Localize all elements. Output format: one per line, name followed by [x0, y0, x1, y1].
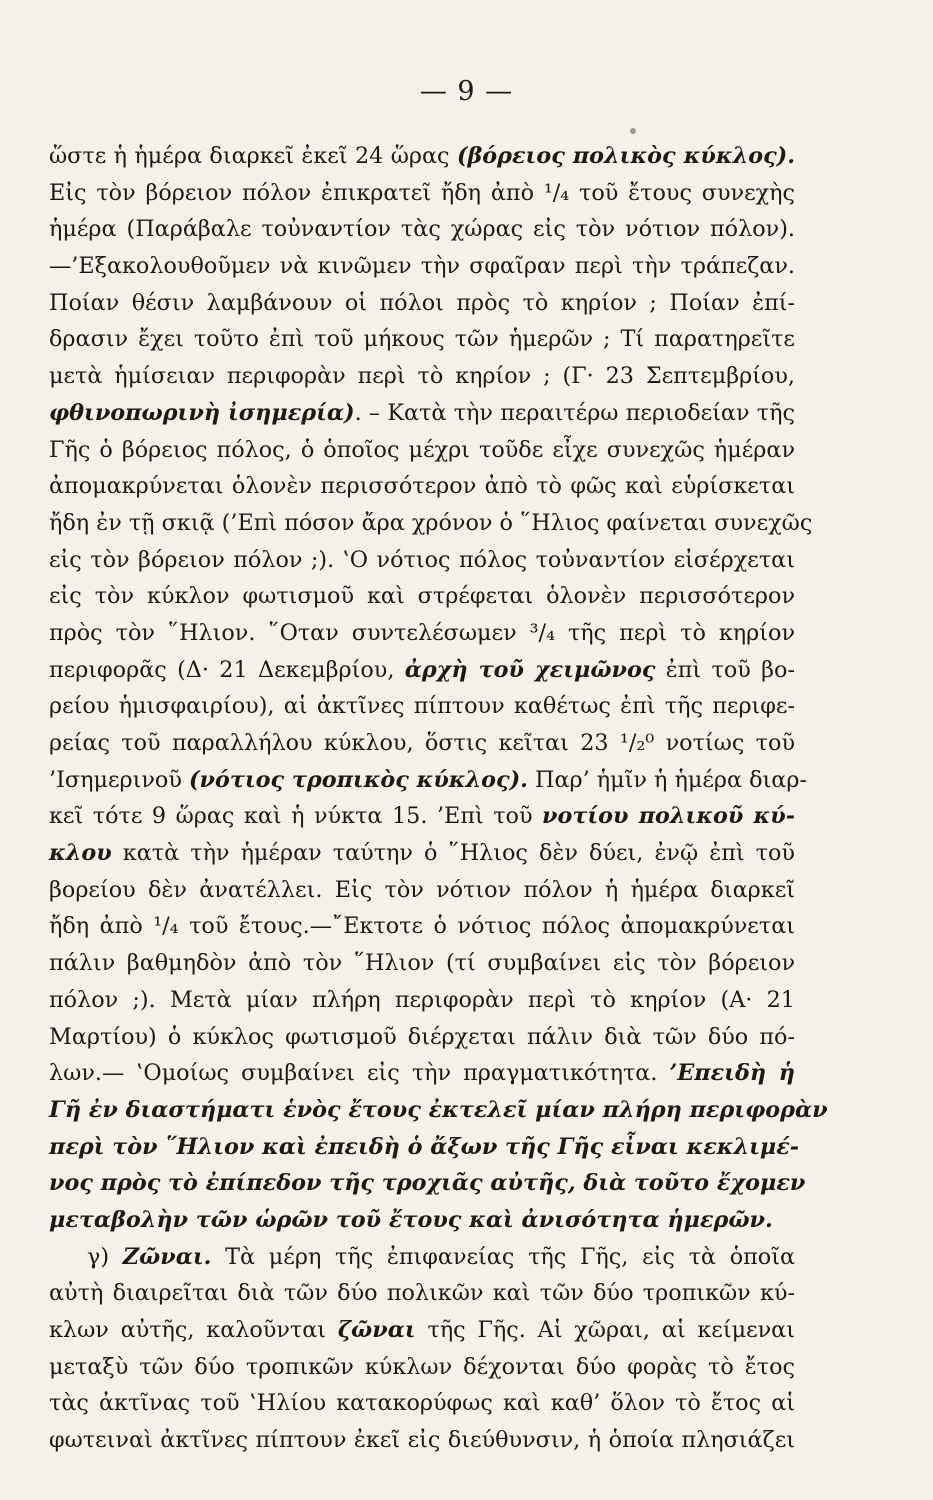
text-line — [49, 248, 795, 285]
text-segment: Εἰς τὸν βόρειον πόλον ἐπικρατεῖ ἤδη ἀπὸ ¹/₄ τοῦ ἔτους συνεχὴς — [49, 179, 795, 206]
text-segment: εἰς τὸν κύκλον φωτισμοῦ καὶ στρέφεται ὁλονὲν περισσότερον — [49, 583, 795, 610]
ink-speck — [630, 128, 636, 134]
text-segment: περιφορᾶς (Δ· 21 Δεκεμβρίου, — [49, 656, 405, 683]
emphasized-text: φθινοπωρινὴ ἰσημερία) — [49, 399, 355, 426]
text-segment: Γῆς ὁ βόρειος πόλος, ὁ ὁποῖος μέχρι τοῦδε εἶχε συνεχῶς ἡμέραν — [49, 436, 795, 463]
text-segment: κεῖ τότε 9 ὥρας καὶ ἡ νύκτα 15. ’Επὶ τοῦ — [49, 803, 543, 830]
body-text — [49, 138, 828, 1459]
text-segment: δρασιν ἔχει τοῦτο ἐπὶ τοῦ μήκους τῶν ἡμερῶν ; Τί παρατηρεῖτε — [49, 326, 795, 353]
text-line — [49, 175, 795, 212]
text-line — [49, 1055, 795, 1092]
text-line — [49, 1385, 795, 1422]
text-line — [49, 1312, 795, 1349]
text-line — [49, 578, 795, 615]
text-segment: . – Κατὰ τὴν περαιτέρω περιοδείαν τῆς — [354, 399, 795, 426]
text-segment: βορείου δὲν ἀνατέλλει. Εἰς τὸν νότιον πόλον ἡ ἡμέρα διαρκεῖ — [49, 876, 795, 903]
page-number: — 9 — — [419, 76, 514, 107]
text-segment: εἰς τὸν βόρειον πόλον ;). ‛Ο νότιος πόλος τοὐναντίον εἰσέρχεται — [49, 546, 795, 573]
text-line — [49, 652, 795, 689]
emphasized-text: νος πρὸς τὸ ἐπίπεδον τῆς τροχιᾶς αὐτῆς, διὰ τοῦτο ἔχομεν — [49, 1170, 806, 1197]
emphasized-text: (βόρειος πολικὸς κύκλος). — [456, 143, 795, 169]
text-line — [49, 138, 795, 175]
text-segment: Ποίαν θέσιν λαμβάνουν οἱ πόλοι πρὸς τὸ κηρίον ; Ποίαν ἐπί- — [49, 289, 795, 316]
emphasized-text: ἀρχὴ τοῦ χειμῶνος — [404, 656, 656, 683]
text-segment: φωτειναὶ ἀκτῖνες πίπτουν ἐκεῖ εἰς διεύθυνσιν, ἡ ὁποία πλησιάζει — [49, 1427, 795, 1454]
text-segment: γ) — [87, 1243, 123, 1270]
emphasized-text: ’Επειδὴ ἡ — [669, 1060, 795, 1087]
emphasized-text: (νότιος τροπικὸς κύκλος). — [189, 766, 528, 793]
text-segment: μετὰ ἡμίσειαν περιφορὰν περὶ τὸ κηρίον ; (Γ· 23 Σεπτεμβρίου, — [49, 363, 795, 390]
text-segment: ἡμέρα (Παράβαλε τοὐναντίον τὰς χώρας εἰς τὸν νότιον πόλον). — [49, 216, 795, 243]
text-line — [49, 1092, 828, 1129]
text-segment: πόλον ;). Μετὰ μίαν πλήρη περιφορὰν περὶ τὸ κηρίον (Α· 21 — [49, 986, 795, 1013]
text-line — [49, 542, 795, 579]
text-line — [49, 762, 807, 799]
text-line — [49, 468, 795, 505]
text-segment: ρείου ἡμισφαιρίου), αἱ ἀκτῖνες πίπτουν καθέτως ἐπὶ τῆς περιφε- — [49, 693, 795, 720]
text-line — [49, 872, 795, 909]
text-line — [49, 945, 795, 982]
text-line — [49, 1129, 800, 1166]
text-line — [49, 1239, 795, 1276]
text-line — [49, 725, 795, 762]
text-line — [49, 358, 795, 395]
text-line — [49, 1349, 795, 1386]
text-segment: κλων αὐτῆς, καλοῦνται — [49, 1317, 338, 1343]
text-segment: πρὸς τὸν ῞Ηλιον. ῞Οταν συντελέσωμεν ³/₄ τῆς περὶ τὸ κηρίον — [49, 619, 795, 646]
text-segment: Παρ’ ἡμῖν ἡ ἡμέρα διαρ- — [527, 766, 807, 793]
text-segment: ἐπὶ τοῦ βο- — [655, 656, 795, 683]
text-line — [49, 1202, 795, 1239]
text-segment: ὥστε ἡ ἡμέρα διαρκεῖ ἐκεῖ 24 ὥρας — [49, 143, 457, 169]
text-line — [49, 285, 795, 322]
text-segment: αὐτὴ διαιρεῖται διὰ τῶν δύο πολικῶν καὶ τῶν δύο τροπικῶν κύ- — [49, 1280, 795, 1307]
text-line — [49, 321, 795, 358]
text-segment: τὰς ἀκτῖνας τοῦ ‛Ηλίου κατακορύφως καὶ καθ’ ὅλον τὸ ἔτος αἱ — [49, 1390, 795, 1417]
emphasized-text: μεταβολὴν τῶν ὡρῶν τοῦ ἔτους καὶ ἀνισότητα ἡμερῶν. — [49, 1206, 773, 1233]
text-segment: ἀπομακρύνεται ὁλονὲν περισσότερον ἀπὸ τὸ φῶς καὶ εὑρίσκεται — [49, 473, 795, 500]
text-line — [49, 211, 795, 248]
emphasized-text: περὶ τὸν ῞Ηλιον καὶ ἐπειδὴ ὁ ἄξων τῆς Γῆς εἶναι κεκλιμέ- — [49, 1133, 800, 1160]
text-line — [49, 1275, 795, 1312]
text-line — [49, 1165, 806, 1202]
text-segment: Μαρτίου) ὁ κύκλος φωτισμοῦ διέρχεται πάλιν διὰ τῶν δύο πό- — [49, 1023, 795, 1050]
text-line — [49, 835, 795, 872]
text-line — [49, 798, 795, 835]
text-segment: κατὰ τὴν ἡμέραν ταύτην ὁ ῞Ηλιος δὲν δύει, ἐνῷ ἐπὶ τοῦ — [111, 840, 795, 867]
emphasized-text: Γῆ ἐν διαστήματι ἑνὸς ἔτους ἐκτελεῖ μίαν πλήρη περιφορὰν — [49, 1096, 828, 1123]
text-line — [49, 982, 795, 1019]
text-line — [49, 688, 795, 725]
text-segment: τῆς Γῆς. Αἱ χῶραι, αἱ κείμεναι — [415, 1317, 795, 1343]
text-segment: μεταξὺ τῶν δύο τροπικῶν κύκλων δέχονται δύο φορὰς τὸ ἔτος — [49, 1353, 795, 1380]
text-segment: ἤδη ἀπὸ ¹/₄ τοῦ ἔτους.—῎Εκτοτε ὁ νότιος πόλος ἀπομακρύνεται — [49, 913, 795, 940]
text-segment: πάλιν βαθμηδὸν ἀπὸ τὸν ῞Ηλιον (τί συμβαίνει εἰς τὸν βόρειον — [49, 950, 795, 977]
text-segment: Τὰ μέρη τῆς ἐπιφανείας τῆς Γῆς, εἰς τὰ ὁποῖα — [211, 1243, 795, 1270]
text-line — [49, 395, 795, 432]
emphasized-text: νοτίου πολικοῦ κύ- — [542, 803, 795, 830]
emphasized-text: Ζῶναι. — [122, 1243, 212, 1270]
text-segment: ’Ισημερινοῦ — [49, 766, 189, 793]
text-line — [49, 1422, 795, 1459]
text-segment: λων.— ‛Ομοίως συμβαίνει εἰς τὴν πραγματικότητα. — [49, 1060, 670, 1087]
text-line — [49, 505, 813, 542]
text-line — [49, 1019, 795, 1056]
text-line — [49, 432, 795, 469]
text-segment: —’Εξακολουθοῦμεν νὰ κινῶμεν τὴν σφαῖραν περὶ τὴν τράπεζαν. — [49, 253, 795, 280]
text-segment: ἤδη ἐν τῇ σκιᾷ (’Επὶ πόσον ἄρα χρόνον ὁ ῞Ηλιος φαίνεται συνεχῶς — [49, 509, 813, 536]
text-line — [49, 615, 795, 652]
emphasized-text: ζῶναι — [337, 1317, 416, 1343]
text-line — [49, 908, 795, 945]
text-segment: ρείας τοῦ παραλλήλου κύκλου, ὅστις κεῖται 23 ¹/₂⁰ νοτίως τοῦ — [49, 730, 795, 756]
emphasized-text: κλου — [49, 840, 112, 867]
